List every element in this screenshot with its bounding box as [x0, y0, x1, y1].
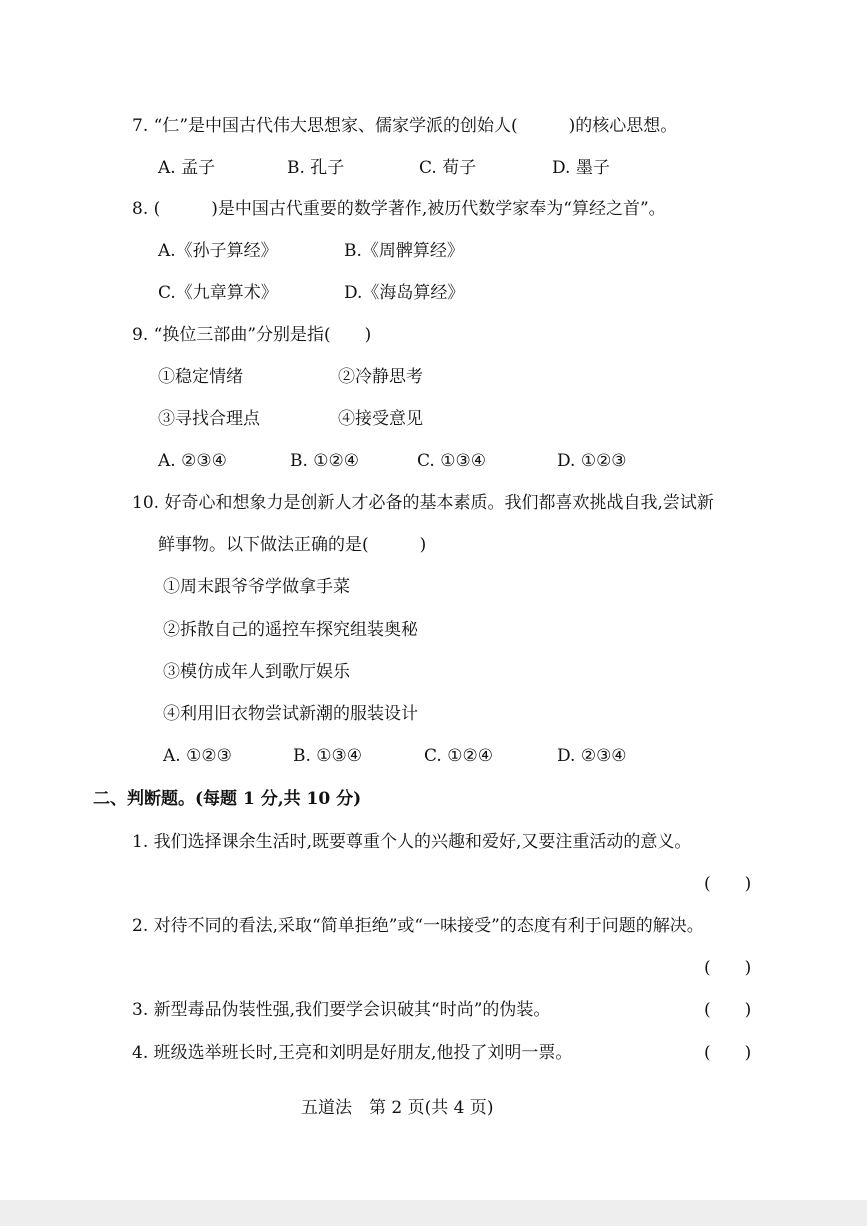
- judge-3-answer-blank[interactable]: ( ): [704, 1000, 752, 1020]
- q10-option-c: C. ①②④: [424, 746, 493, 766]
- q9-option-b: B. ①②④: [290, 451, 360, 471]
- q8-stem: 8. ( )是中国古代重要的数学著作,被历代数学家奉为“算经之首”。: [132, 199, 666, 219]
- q10-option-a: A. ①②③: [163, 746, 232, 766]
- q8-option-d: D.《海岛算经》: [344, 283, 465, 303]
- q10-item-4: ④利用旧衣物尝试新潮的服装设计: [163, 704, 418, 724]
- q9-option-a: A. ②③④: [158, 451, 227, 471]
- q10-item-1: ①周末跟爷爷学做拿手菜: [163, 577, 350, 597]
- q8-option-b: B.《周髀算经》: [344, 241, 464, 261]
- q9-stem: 9. “换位三部曲”分别是指( ): [132, 325, 372, 345]
- judge-4-text: 4. 班级选举班长时,王亮和刘明是好朋友,他投了刘明一票。: [132, 1043, 573, 1063]
- section-2-title: 二、判断题。(每题 1 分,共 10 分): [93, 789, 362, 809]
- scan-bottom-edge: [0, 1200, 867, 1226]
- q7-option-d: D. 墨子: [552, 158, 610, 178]
- judge-1-answer-blank[interactable]: ( ): [704, 874, 752, 894]
- q8-option-c: C.《九章算术》: [158, 283, 278, 303]
- q10-stem-line-2: 鲜事物。以下做法正确的是( ): [158, 535, 427, 555]
- q9-option-d: D. ①②③: [557, 451, 627, 471]
- page-footer: 五道法 第 2 页(共 4 页): [301, 1098, 494, 1118]
- q8-option-a: A.《孙子算经》: [158, 241, 278, 261]
- q9-item-1: ①稳定情绪: [158, 367, 243, 387]
- q10-item-3: ③模仿成年人到歌厅娱乐: [163, 662, 350, 682]
- q7-option-b: B. 孔子: [287, 158, 345, 178]
- judge-2-answer-blank[interactable]: ( ): [704, 958, 752, 978]
- q9-item-4: ④接受意见: [338, 409, 423, 429]
- q7-option-a: A. 孟子: [158, 158, 216, 178]
- q7-option-c: C. 荀子: [419, 158, 477, 178]
- judge-1-text: 1. 我们选择课余生活时,既要尊重个人的兴趣和爱好,又要注重活动的意义。: [132, 832, 692, 852]
- q10-option-b: B. ①③④: [293, 746, 363, 766]
- q9-item-2: ②冷静思考: [338, 367, 423, 387]
- q10-stem-line-1: 10. 好奇心和想象力是创新人才必备的基本素质。我们都喜欢挑战自我,尝试新: [132, 493, 714, 513]
- q9-item-3: ③寻找合理点: [158, 409, 260, 429]
- q7-stem: 7. “仁”是中国古代伟大思想家、儒家学派的创始人( )的核心思想。: [132, 116, 678, 136]
- judge-2-text: 2. 对待不同的看法,采取“简单拒绝”或“一味接受”的态度有利于问题的解决。: [132, 916, 704, 936]
- q10-item-2: ②拆散自己的遥控车探究组装奥秘: [163, 620, 418, 640]
- q10-option-d: D. ②③④: [557, 746, 627, 766]
- judge-4-answer-blank[interactable]: ( ): [704, 1043, 752, 1063]
- judge-3-text: 3. 新型毒品伪装性强,我们要学会识破其“时尚”的伪装。: [132, 1000, 551, 1020]
- q9-option-c: C. ①③④: [417, 451, 486, 471]
